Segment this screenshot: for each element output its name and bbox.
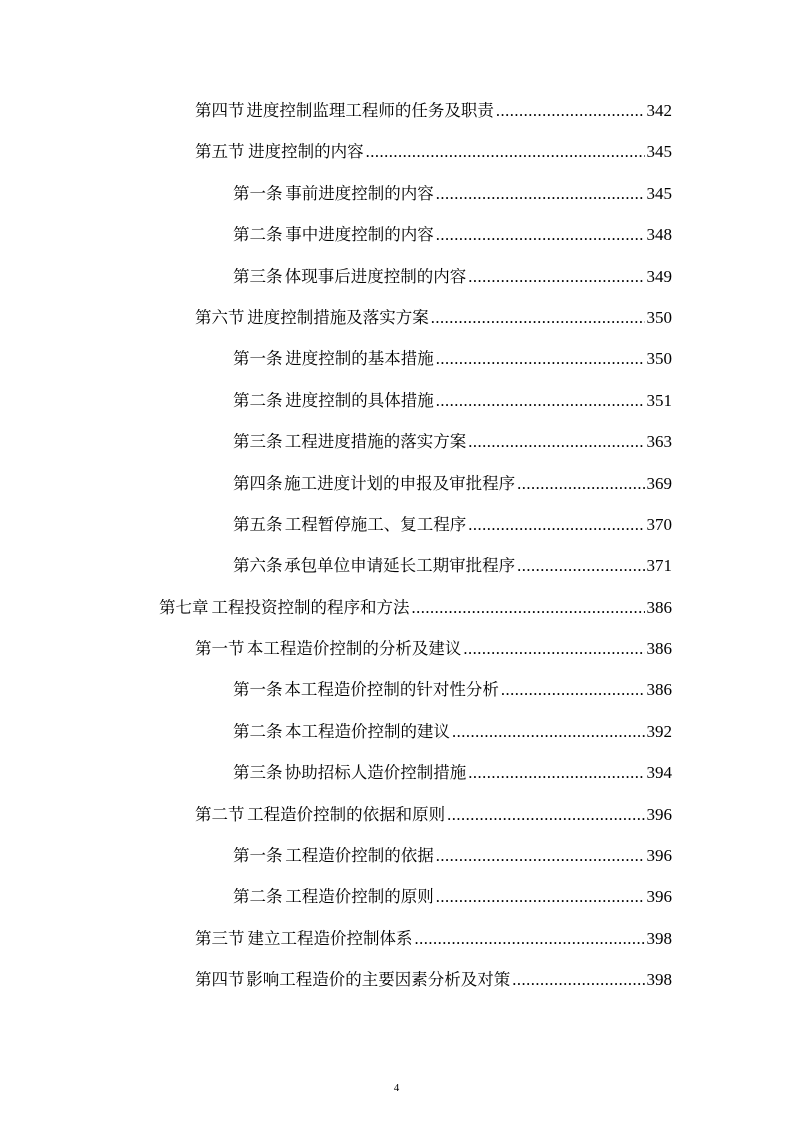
toc-entry[interactable] [0,504,793,545]
toc-entry-page: 342 [646,101,672,120]
toc-entry[interactable] [0,545,793,586]
toc-entry-title: 工程造价控制的依据 [285,846,434,866]
toc-entry-title: 建立工程造价控制体系 [247,928,413,948]
toc-entry-title: 施工进度计划的申报及审批程序 [284,473,516,493]
toc-entry-number: 第四节 [195,970,245,990]
toc-entry-page: 371 [646,556,672,576]
toc-entry-page: 386 [646,639,672,659]
toc-entry-number: 第二条 [233,225,283,245]
toc-entry[interactable] [0,794,793,835]
toc-entry-number: 第六节 [195,307,245,327]
toc-entry[interactable] [0,421,793,462]
page-number: 4 [393,1082,400,1094]
toc-entry-page: 386 [646,680,672,700]
toc-entry-title: 事中进度控制的内容 [285,225,434,245]
toc-entry[interactable] [0,918,793,959]
toc-entry-title: 本工程造价控制的针对性分析 [284,680,499,700]
dot-leader [436,835,645,876]
toc-entry-page: 396 [646,887,672,907]
toc-entry-page: 351 [646,390,672,410]
toc-entry-title: 工程造价控制的依据和原则 [247,804,446,824]
toc-entry-number: 第二节 [195,804,245,824]
toc-entry-page: 386 [646,597,672,617]
toc-entry-page: 363 [646,432,672,452]
toc-entry-page: 396 [646,804,672,824]
toc-entry-number: 第一节 [195,639,245,659]
dot-leader [501,669,645,710]
toc-entry-page: 350 [646,349,672,369]
toc-entry-title: 事前进度控制的内容 [285,183,434,203]
toc-entry-title: 进度控制的基本措施 [285,349,434,369]
toc-entry[interactable] [0,173,793,214]
toc-entry-title: 进度控制的具体措施 [285,390,434,410]
dot-leader [414,918,644,959]
toc-entry-page: 350 [646,307,672,327]
toc-entry-number: 第一条 [233,183,283,203]
toc-entry-title: 本工程造价控制的建议 [285,721,450,741]
dot-leader [436,380,645,421]
toc-entry-title: 影响工程造价的主要因素分析及对策 [246,970,511,990]
dot-leader [468,421,644,462]
dot-leader [447,794,644,835]
toc-entry-title: 进度控制的内容 [248,142,364,162]
toc-entry-number: 第一条 [233,846,283,866]
toc-entry-number: 第一条 [233,349,283,369]
toc-entry-number: 第三条 [233,432,283,452]
toc-entry-title: 协助招标人造价控制措施 [284,763,467,783]
toc-entry-number: 第四条 [233,473,283,493]
toc-entry-number: 第一条 [233,680,283,700]
toc-entry-title: 承包单位申请延长工期审批程序 [284,556,516,576]
toc-entry-title: 工程进度措施的落实方案 [284,432,467,452]
toc-entry-title: 工程造价控制的原则 [285,887,434,907]
toc-entry-page: 398 [646,970,672,990]
dot-leader [366,131,645,172]
dot-leader [412,587,645,628]
dot-leader [452,711,645,752]
toc-entry-title: 工程投资控制的程序和方法 [211,597,410,617]
toc-entry-page: 345 [646,183,672,203]
toc-entry-page: 348 [646,225,672,245]
dot-leader [436,214,645,255]
dot-leader [468,752,644,793]
toc-entry[interactable] [0,669,793,710]
toc-entry-title: 本工程造价控制的分析及建议 [246,639,462,659]
toc-entry[interactable] [0,876,793,917]
dot-leader [436,173,645,214]
toc-entry-page: 392 [646,721,672,741]
toc-entry[interactable] [0,628,793,669]
toc-entry[interactable] [0,587,793,628]
toc-entry-title: 体现事后进度控制的内容 [284,266,467,286]
dot-leader [512,959,644,1000]
toc-entry-page: 345 [646,142,672,162]
toc-entry-number: 第三条 [233,763,283,783]
dot-leader [517,545,644,586]
toc-entry-number: 第二条 [233,390,283,410]
toc-entry[interactable] [0,90,793,131]
toc-entry-number: 第四节 [195,101,245,120]
dot-leader [436,876,645,917]
toc-entry-title: 工程暂停施工、复工程序 [284,514,467,534]
toc-entry-page: 394 [646,763,672,783]
toc-entry[interactable] [0,463,793,504]
toc-entry-page: 369 [646,473,672,493]
dot-leader [517,463,644,504]
table-of-contents [0,90,793,1001]
dot-leader [496,90,645,131]
toc-entry[interactable] [0,338,793,379]
toc-entry[interactable] [0,256,793,297]
dot-leader [468,504,644,545]
toc-entry-title: 进度控制监理工程师的任务及职责 [246,101,494,120]
toc-entry-title: 进度控制措施及落实方案 [247,307,429,327]
toc-entry-number: 第三条 [233,266,283,286]
dot-leader [436,338,645,379]
toc-entry-page: 370 [646,514,672,534]
toc-entry-number: 第二条 [233,721,283,741]
dot-leader [468,256,644,297]
toc-entry[interactable] [0,380,793,421]
toc-entry-number: 第三节 [195,928,245,948]
toc-entry-number: 第五节 [195,142,245,162]
toc-entry[interactable] [0,752,793,793]
toc-entry[interactable] [0,214,793,255]
toc-entry-number: 第五条 [233,514,283,534]
toc-entry[interactable] [0,835,793,876]
toc-entry-page: 398 [646,928,672,948]
dot-leader [431,297,645,338]
dot-leader [463,628,644,669]
toc-entry-number: 第二条 [233,887,283,907]
toc-entry[interactable] [0,297,793,338]
toc-entry[interactable] [0,711,793,752]
toc-entry[interactable] [0,131,793,172]
toc-entry-page: 396 [646,846,672,866]
toc-entry-number: 第七章 [159,597,209,617]
toc-entry[interactable] [0,959,793,1000]
toc-entry-number: 第六条 [233,556,283,576]
toc-entry-page: 349 [646,266,672,286]
